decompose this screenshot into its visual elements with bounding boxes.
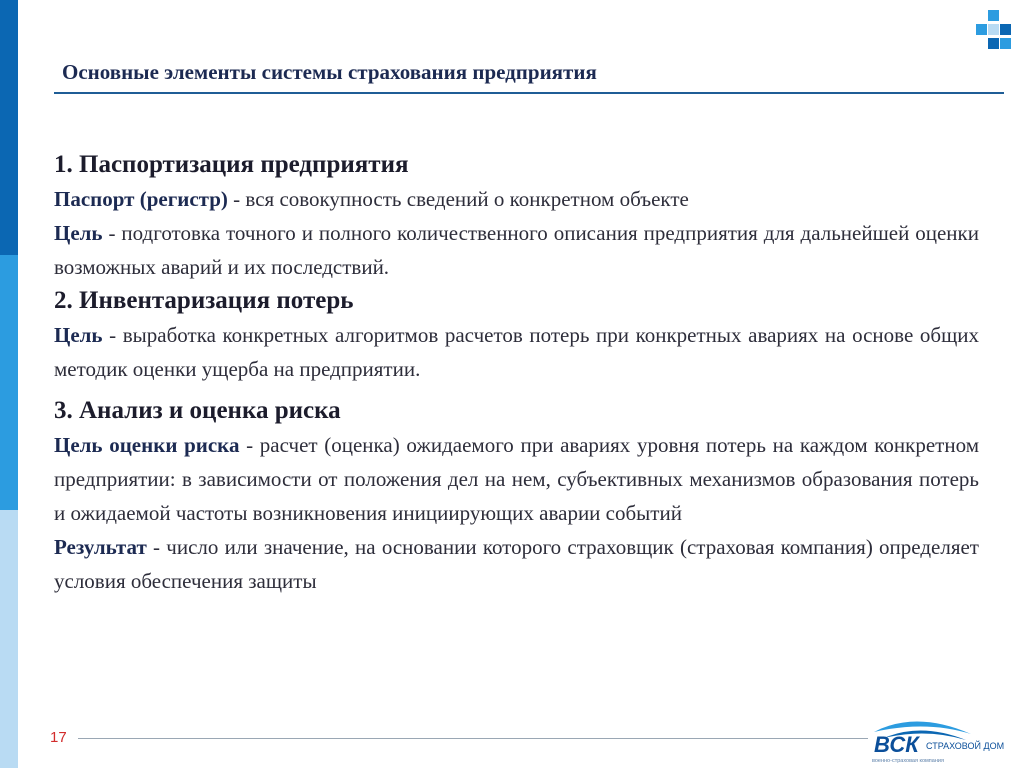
- footer-divider: [78, 738, 868, 739]
- logo-subtitle: СТРАХОВОЙ ДОМ: [926, 741, 1005, 751]
- goal-paragraph: [54, 216, 979, 284]
- goal-text: - выработка конкретных алгоритмов расчетов потерь при конкретных авариях на основе общих методик оценки ущерба на предприятии.: [54, 323, 979, 381]
- sidebar-segment-mid: [0, 255, 18, 510]
- result-text: - число или значение, на основании которого страховщик (страховая компания) определяет условия обеспечения защиты: [54, 535, 979, 593]
- section-heading: 2. Инвентаризация потерь: [54, 287, 354, 314]
- goal-term: Цель: [54, 323, 103, 347]
- decorative-squares-icon: [974, 10, 1014, 54]
- sidebar-segment-light: [0, 510, 18, 768]
- passport-text: - вся совокупность сведений о конкретном объекте: [227, 187, 689, 211]
- sidebar-stripe: [0, 0, 18, 768]
- passport-paragraph: [54, 182, 979, 216]
- company-logo: [866, 712, 1016, 764]
- goal-text: - подготовка точного и полного количественного описания предприятия для дальнейшей оценки возможных аварий и их последствий.: [54, 221, 979, 279]
- page-number: 17: [50, 729, 67, 746]
- logo-brand: ВСК: [874, 732, 919, 757]
- page-title: Основные элементы системы страхования предприятия: [62, 60, 597, 84]
- slide-content: [54, 148, 979, 598]
- risk-goal-text: - расчет (оценка) ожидаемого при авариях уровня потерь на каждом конкретном предприятии: в зависимости от положения дел на нем, субъективных механизмов образования потерь и ожидаемой частоты возникновения инициирующих аварии событий: [54, 433, 979, 525]
- goal-term: Цель: [54, 221, 103, 245]
- result-term: Результат: [54, 535, 147, 559]
- result-paragraph: [54, 530, 979, 598]
- goal-paragraph: [54, 318, 979, 386]
- passport-term: Паспорт (регистр): [54, 187, 228, 211]
- logo-tagline: военно-страховая компания: [872, 758, 944, 764]
- risk-goal-term: Цель оценки риска: [54, 433, 240, 457]
- logo-swoosh-icon: [866, 712, 1016, 764]
- title-divider: [54, 92, 1004, 94]
- risk-goal-paragraph: [54, 428, 979, 530]
- section-heading: 3. Анализ и оценка риска: [54, 397, 341, 424]
- sidebar-segment-dark: [0, 0, 18, 255]
- section-heading: 1. Паспортизация предприятия: [54, 151, 409, 178]
